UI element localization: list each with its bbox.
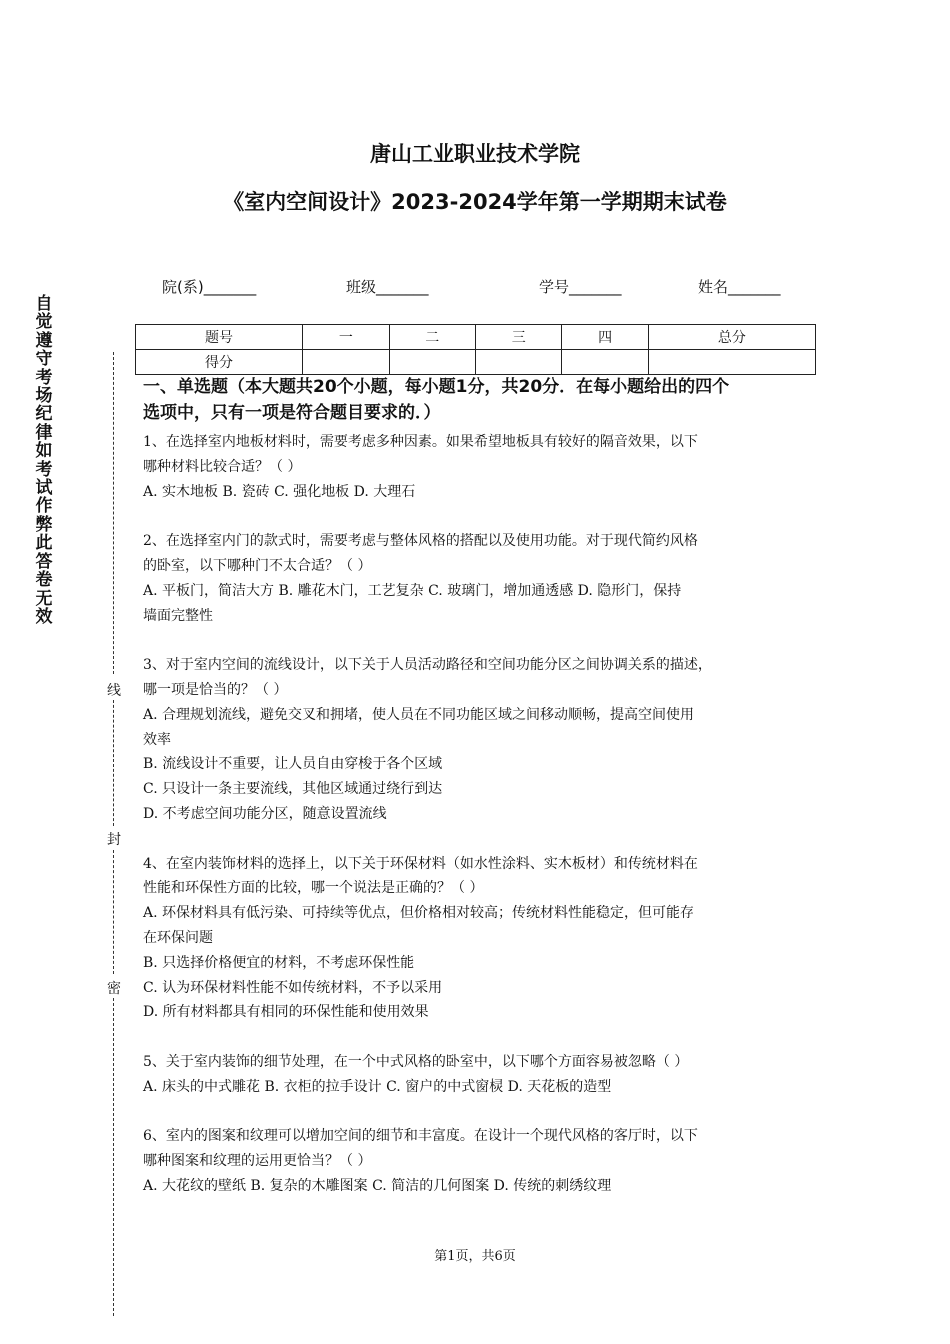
question-line: 哪种材料比较合适？（ ） <box>143 458 302 475</box>
question-line: 6、室内的图案和纹理可以增加空间的细节和丰富度。在设计一个现代风格的客厅时，以下 <box>143 1128 698 1145</box>
question-line: 3、对于室内空间的流线设计，以下关于人员活动路径和空间功能分区之间协调关系的描述， <box>143 657 712 674</box>
score-input-cell <box>648 350 815 375</box>
question-options: A. 大花纹的壁纸 B. 复杂的木雕图案 C. 简洁的几何图案 D. 传统的刺绣纹理 <box>143 1177 612 1194</box>
exam-content <box>143 374 813 1224</box>
question-1 <box>143 430 813 504</box>
binding-mark-secret: 密 <box>107 981 121 997</box>
question-line: 2、在选择室内门的款式时，需要考虑与整体风格的搭配以及使用功能。对于现代简约风格 <box>143 533 698 550</box>
school-name: 唐山工业职业技术学院 <box>370 142 580 166</box>
score-table-cell: 三 <box>475 325 561 350</box>
score-input-cell <box>303 350 389 375</box>
exam-rules-notice: 自觉遵守考场纪律如考试作弊此答卷无效 <box>35 294 53 627</box>
question-line: 4、在室内装饰材料的选择上，以下关于环保材料（如水性涂料、实木板材）和传统材料在 <box>143 855 698 872</box>
score-table-cell: 题号 <box>136 325 303 350</box>
question-line: 哪一项是恰当的？（ ） <box>143 681 288 698</box>
binding-line-segment <box>113 700 114 826</box>
class-field: 班级_______ <box>346 278 429 296</box>
exam-title: 《室内空间设计》2023-2024学年第一学期期末试卷 <box>223 190 727 214</box>
question-option-c: C. 只设计一条主要流线，其他区域通过绕行到达 <box>143 781 443 798</box>
score-table-cell: 总分 <box>648 325 815 350</box>
score-table-score-row <box>136 350 816 375</box>
binding-line-segment <box>113 352 114 674</box>
score-input-cell <box>562 350 648 375</box>
question-line: 哪种图案和纹理的运用更恰当？（ ） <box>143 1153 372 1170</box>
question-line: 1、在选择室内地板材料时，需要考虑多种因素。如果希望地板具有较好的隔音效果，以下 <box>143 434 698 450</box>
question-option-a: 在环保问题 <box>143 929 213 946</box>
question-option-b: B. 流线设计不重要，让人员自由穿梭于各个区域 <box>143 756 443 773</box>
question-line: 的卧室，以下哪种门不太合适？（ ） <box>143 557 372 574</box>
question-option-d: D. 所有材料都具有相同的环保性能和使用效果 <box>143 1004 429 1021</box>
binding-mark-seal: 封 <box>107 832 121 848</box>
question-option-a: A. 环保材料具有低污染、可持续等优点，但价格相对较高；传统材料性能稳定，但可能存 <box>143 905 695 922</box>
question-options: A. 平板门，简洁大方 B. 雕花木门，工艺复杂 C. 玻璃门，增加通透感 D. 隐形门，保持 <box>143 582 682 599</box>
question-line: 性能和环保性方面的比较，哪一个说法是正确的？（ ） <box>143 880 484 897</box>
question-option-b: B. 只选择价格便宜的材料，不考虑环保性能 <box>143 954 415 971</box>
score-table-cell: 得分 <box>136 350 303 375</box>
score-table <box>135 324 816 375</box>
question-option-d: D. 不考虑空间功能分区，随意设置流线 <box>143 805 387 822</box>
section-heading-line: 一、单选题（本大题共20个小题，每小题1分，共20分．在每小题给出的四个 <box>143 377 730 397</box>
score-table-cell: 一 <box>303 325 389 350</box>
question-line: 5、关于室内装饰的细节处理，在一个中式风格的卧室中，以下哪个方面容易被忽略（ ） <box>143 1053 689 1070</box>
question-4 <box>143 852 813 1026</box>
name-field: 姓名_______ <box>698 278 781 296</box>
question-option-a: A. 合理规划流线，避免交叉和拥堵，使人员在不同功能区域之间移动顺畅，提高空间使用 <box>143 706 695 723</box>
question-2 <box>143 529 813 628</box>
page-number: 第1页，共6页 <box>434 1249 516 1264</box>
question-3 <box>143 653 813 827</box>
binding-line-segment <box>113 998 114 1316</box>
binding-line-segment <box>113 850 114 974</box>
question-6 <box>143 1124 813 1198</box>
department-field: 院(系)_______ <box>162 278 257 296</box>
section-heading-line: 选项中，只有一项是符合题目要求的．） <box>143 403 441 423</box>
question-options: A. 实木地板 B. 瓷砖 C. 强化地板 D. 大理石 <box>143 483 416 500</box>
question-5 <box>143 1050 813 1100</box>
question-options: A. 床头的中式雕花 B. 衣柜的拉手设计 C. 窗户的中式窗棂 D. 天花板的造型 <box>143 1078 612 1095</box>
score-input-cell <box>389 350 475 375</box>
score-input-cell <box>475 350 561 375</box>
score-table-header-row <box>136 325 816 350</box>
binding-mark-line: 线 <box>107 683 121 699</box>
question-option-c: C. 认为环保材料性能不如传统材料，不予以采用 <box>143 979 443 996</box>
score-table-cell: 四 <box>562 325 648 350</box>
section-heading <box>143 374 813 426</box>
student-id-field: 学号_______ <box>539 278 622 296</box>
question-option-a: 效率 <box>143 731 171 748</box>
score-table-cell: 二 <box>389 325 475 350</box>
question-options: 墙面完整性 <box>143 607 213 624</box>
